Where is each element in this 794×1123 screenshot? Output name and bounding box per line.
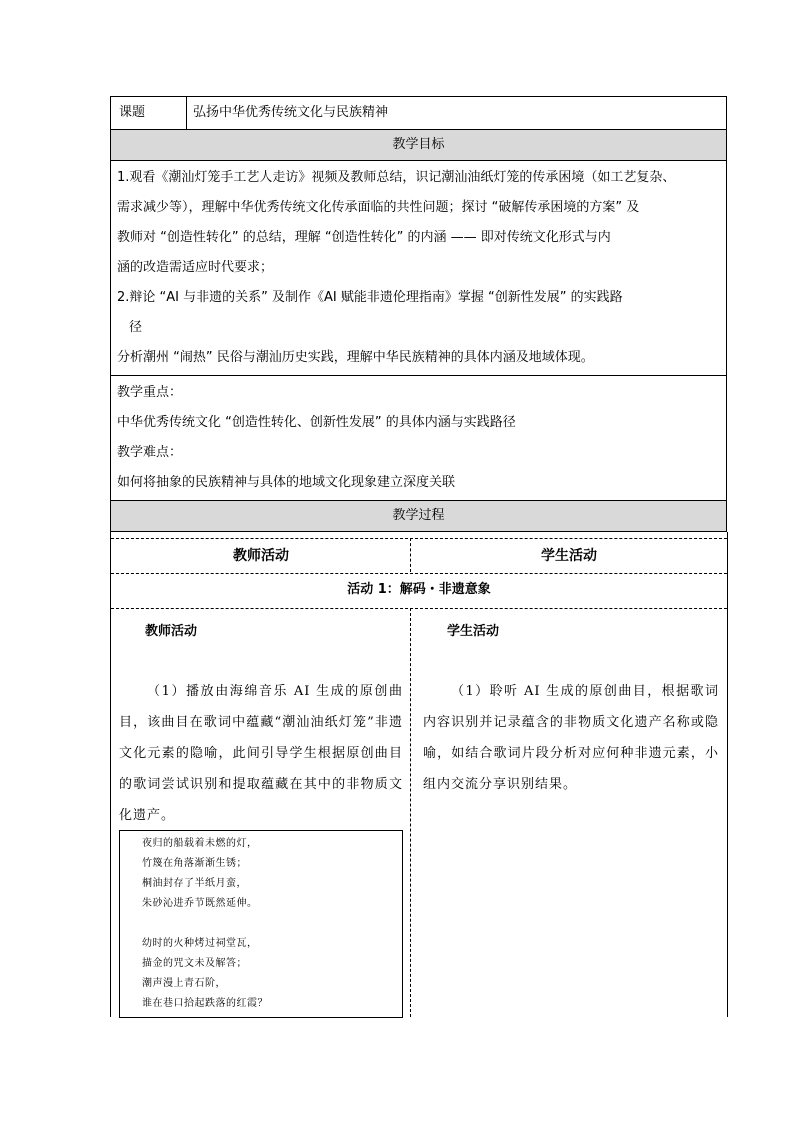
teacher-activity-text: （1）播放由海绵音乐 AI 生成的原创曲目，该曲目在歌词中蕴藏“潮汕油纸灯笼”非遗文化元素的隐喻，此间引导学生根据原创曲目的歌词尝试识别和提取蕴藏在其中的非物质文化遗产。 bbox=[119, 684, 403, 823]
activity-header-row bbox=[111, 538, 727, 574]
lyric-line: 幼时的火种烤过祠堂瓦， bbox=[142, 938, 258, 949]
focus-text: 中华优秀传统文化 “创造性转化、创新性发展” 的具体内涵与实践路径 bbox=[117, 415, 516, 430]
lesson-table bbox=[110, 96, 727, 532]
lyric-stanza-gap bbox=[142, 914, 402, 934]
lyric-line: 夜归的船载着未燃的灯， bbox=[142, 838, 258, 849]
topic-label: 课题 bbox=[111, 97, 187, 130]
lyrics-box bbox=[119, 830, 403, 1018]
goal-line: 涵的改造需适应时代要求； bbox=[117, 260, 274, 275]
activity-table bbox=[111, 538, 727, 1017]
difficulty-text: 如何将抽象的民族精神与具体的地域文化现象建立深度关联 bbox=[117, 475, 456, 490]
process-heading: 教学过程 bbox=[111, 501, 727, 532]
lesson-plan bbox=[110, 96, 726, 1017]
lyric-line: 朱砂沁进乔节既然延伸。 bbox=[142, 898, 258, 909]
goal-line: 径 bbox=[129, 320, 143, 335]
lyric-line: 描金的咒文未及解答； bbox=[142, 958, 247, 969]
key-points bbox=[111, 376, 727, 501]
student-activity-text: （1）聆听 AI 生成的原创曲目，根据歌词内容识别并记录蕴含的非物质文化遗产名称或隐喻，如结合歌词片段分析对应何种非遗元素，小组内交流分享识别结果。 bbox=[423, 684, 719, 792]
teacher-label: 教师活动 bbox=[145, 624, 198, 639]
goals-content bbox=[111, 161, 727, 376]
goals-heading: 教学目标 bbox=[111, 130, 727, 161]
difficulty-label: 教学难点： bbox=[117, 445, 183, 460]
lyric-line: 桐油封存了半纸月蛮， bbox=[142, 878, 247, 889]
column-divider bbox=[410, 608, 411, 1017]
goal-line: 2.辩论 “AI 与非遗的关系” 及制作《AI 赋能非遗伦理指南》掌握 “创新性发展” 的实践路 bbox=[117, 290, 623, 305]
goal-line: 需求减少等），理解中华优秀传统文化传承面临的共性问题；探讨 “破解传承困境的方案” 及 bbox=[117, 200, 640, 215]
process-section bbox=[110, 532, 728, 1017]
activity-title: 活动 1：解码・非遗意象 bbox=[111, 572, 727, 609]
student-column-header: 学生活动 bbox=[541, 548, 597, 564]
student-label: 学生活动 bbox=[447, 624, 500, 639]
teacher-column-header: 教师活动 bbox=[233, 548, 289, 564]
lyric-line: 潮声漫上青石阶， bbox=[142, 978, 226, 989]
goal-line: 分析潮州 “闹热” 民俗与潮汕历史实践，理解中华民族精神的具体内涵及地域体现。 bbox=[117, 350, 594, 365]
header-divider bbox=[410, 538, 411, 572]
lyric-line: 谁在巷口拾起跌落的红霞？ bbox=[142, 998, 268, 1009]
focus-label: 教学重点： bbox=[117, 385, 183, 400]
topic-title: 弘扬中华优秀传统文化与民族精神 bbox=[187, 97, 727, 130]
goal-line: 1.观看《潮汕灯笼手工艺人走访》视频及教师总结，识记潮汕油纸灯笼的传承困境（如工艺复杂、 bbox=[117, 170, 676, 185]
goal-line: 教师对 “创造性转化” 的总结，理解 “创造性转化” 的内涵 —— 即对传统文化形式与内 bbox=[117, 230, 611, 245]
lyric-line: 竹篾在角落渐渐生锈； bbox=[142, 858, 247, 869]
